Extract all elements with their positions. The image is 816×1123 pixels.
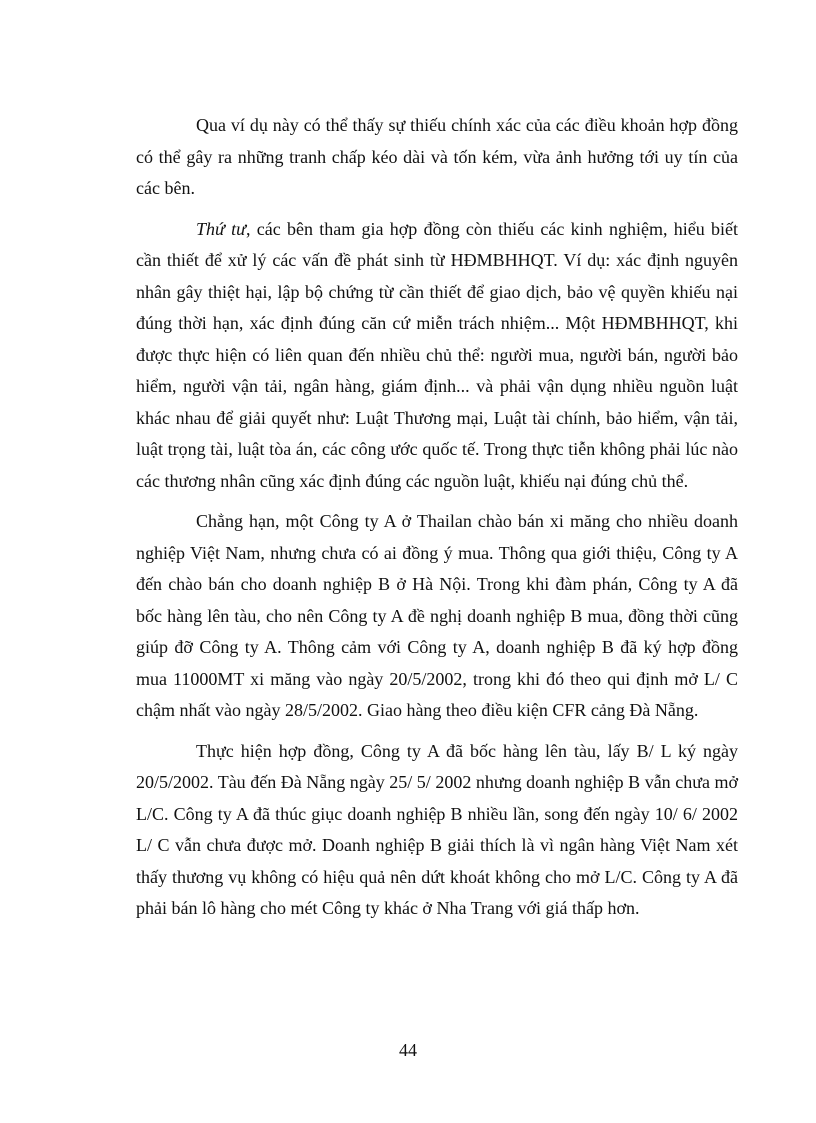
- page-number: 44: [399, 1040, 417, 1060]
- paragraph-1: [136, 110, 738, 205]
- paragraph-1-text: Qua ví dụ này có thể thấy sự thiếu chính xác của các điều khoản hợp đồng có thể gây ra những tranh chấp kéo dài và tốn kém, vừa ảnh hưởng tới uy tín của các bên.: [136, 115, 738, 198]
- paragraph-2: [136, 214, 738, 498]
- paragraph-2-lead: Thứ tư: [196, 218, 246, 239]
- paragraph-3: [136, 506, 738, 727]
- paragraph-3-text: Chẳng hạn, một Công ty A ở Thailan chào bán xi măng cho nhiều doanh nghiệp Việt Nam, nhưng chưa có ai đồng ý mua. Thông qua giới thiệu, Công ty A đến chào bán cho doanh nghiệp B ở Hà Nội. Trong khi đàm phán, Công ty A đã bốc hàng lên tàu, cho nên Công ty A đề nghị doanh nghiệp B mua, đồng thời cũng giúp đỡ Công ty A. Thông cảm với Công ty A, doanh nghiệp B đã ký hợp đồng mua 11000MT xi măng vào ngày 20/5/2002, trong khi đó theo qui định mở L/ C chậm nhất vào ngày 28/5/2002. Giao hàng theo điều kiện CFR cảng Đà Nẵng.: [136, 511, 738, 720]
- paragraph-4-text: Thực hiện hợp đồng, Công ty A đã bốc hàng lên tàu, lấy B/ L ký ngày 20/5/2002. Tàu đến Đà Nẵng ngày 25/ 5/ 2002 nhưng doanh nghiệp B vẫn chưa mở L/C. Công ty A đã thúc giục doanh nghiệp B nhiều lần, song đến ngày 10/ 6/ 2002 L/ C vẫn chưa được mở. Doanh nghiệp B giải thích là vì ngân hàng Việt Nam xét thấy thương vụ không có hiệu quả nên dứt khoát không cho mở L/C. Công ty A đã phải bán lô hàng cho mét Công ty khác ở Nha Trang với giá thấp hơn.: [136, 740, 738, 918]
- paragraph-4: [136, 736, 738, 925]
- paragraph-2-text: , các bên tham gia hợp đồng còn thiếu các kinh nghiệm, hiểu biết cần thiết để xử lý các vấn đề phát sinh từ HĐMBHHQT. Ví dụ: xác định nguyên nhân gây thiệt hại, lập bộ chứng từ cần thiết để giao dịch, bảo vệ quyền khiếu nại đúng thời hạn, xác định đúng căn cứ miễn trách nhiệm... Một HĐMBHHQT, khi được thực hiện có liên quan đến nhiều chủ thể: người mua, người bán, người bảo hiểm, người vận tải, ngân hàng, giám định... và phải vận dụng nhiều nguồn luật khác nhau để giải quyết như: Luật Thương mại, Luật tài chính, bảo hiểm, vận tải, luật trọng tài, luật tòa án, các công ước quốc tế. Trong thực tiễn không phải lúc nào các thương nhân cũng xác định đúng các nguồn luật, khiếu nại đúng chủ thể.: [136, 218, 738, 491]
- document-page: [136, 110, 738, 934]
